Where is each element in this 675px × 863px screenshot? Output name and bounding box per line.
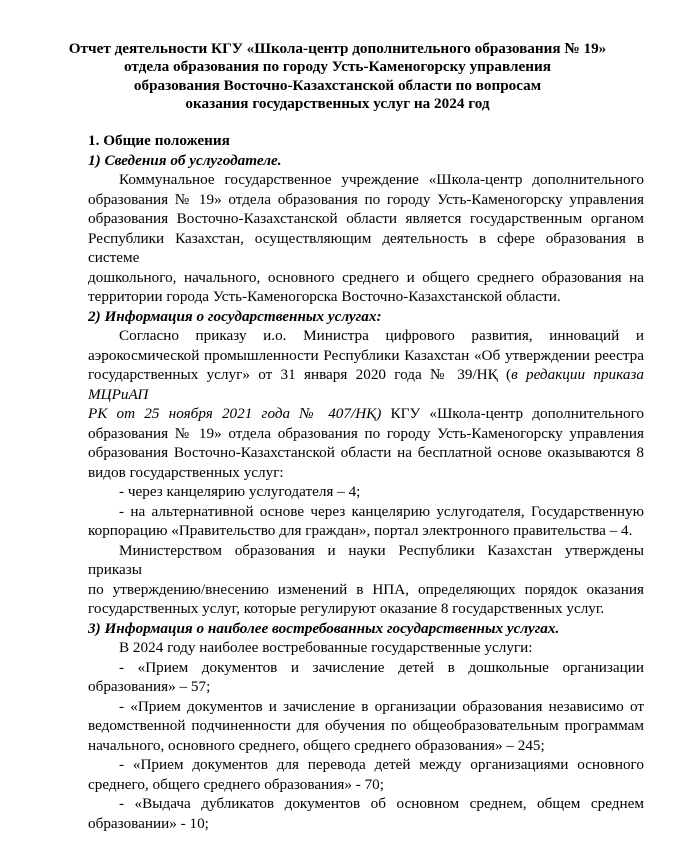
- paragraph-line: аэрокосмической промышленности Республики Казахстан «Об утверждении реестра: [88, 346, 644, 364]
- list-item: [88, 502, 644, 541]
- paragraph-line: по утверждению/внесению изменений в НПА, определяющих порядок оказания: [88, 580, 644, 598]
- paragraph-line: - «Прием документов для перевода детей между организациями основного: [119, 756, 644, 773]
- title-line: Отчет деятельности КГУ «Школа-центр дополнительного образования № 19»: [68, 40, 607, 57]
- list-item: [88, 658, 644, 697]
- list-item: [88, 697, 644, 756]
- paragraph-ministry: [88, 541, 644, 619]
- paragraph-line: среднего, общего среднего образования» - 70;: [88, 775, 384, 793]
- paragraph-line: образования» – 57;: [88, 678, 211, 695]
- paragraph-line: территории города Усть-Каменогорска Восточно-Казахстанской области.: [88, 288, 561, 305]
- paragraph-line: В 2024 году наиболее востребованные государственные услуги:: [119, 639, 533, 656]
- subsection-heading: 2) Информация о государственных услугах:: [88, 307, 382, 325]
- title-line: оказания государственных услуг на 2024 год: [185, 95, 490, 113]
- italic-run: РК от 25 ноября 2021 года № 407/НҚ): [88, 405, 382, 422]
- paragraph-services-info: [88, 326, 644, 482]
- paragraph-line: ведомственной подчиненности для обучения по общеобразовательным программам: [88, 717, 644, 734]
- paragraph-line: - «Прием документов и зачисление детей в дошкольные организации: [119, 658, 644, 676]
- document-body: [88, 131, 644, 833]
- list-item: - через канцелярию услугодателя – 4;: [119, 483, 361, 500]
- paragraph-line: - «Выдача дубликатов документов об основном среднем, общем среднем: [119, 795, 644, 812]
- paragraph-line: - на альтернативной основе через канцелярию услугодателя, Государственную: [119, 502, 644, 520]
- text-run: государственных услуг» от 31 января 2020 года № 39/НҚ (: [88, 366, 512, 383]
- paragraph-line: Министерством образования и науки Республики Казахстан утверждены приказы: [88, 541, 644, 578]
- paragraph-line: образования Восточно-Казахстанской области является государственным органом: [88, 210, 644, 227]
- paragraph-line: видов государственных услуг:: [88, 463, 284, 481]
- paragraph-line: начального, основного среднего, общего среднего образования» – 245;: [88, 736, 545, 754]
- paragraph-line: корпорацию «Правительство для граждан», портал электронного правительства – 4.: [88, 522, 633, 539]
- paragraph-line: Коммунальное государственное учреждение «Школа-центр дополнительного: [119, 171, 644, 188]
- document-title: [60, 40, 615, 114]
- list-item: [88, 794, 644, 833]
- paragraph-line: дошкольного, начального, основного среднего и общего среднего образования на: [88, 268, 644, 286]
- paragraph-line: государственных услуг, которые регулируют оказание 8 государственных услуг.: [88, 600, 605, 617]
- paragraph-provider-info: [88, 170, 644, 307]
- paragraph-line: образования № 19» отдела образования по городу Усть-Каменогорску управления: [88, 424, 644, 442]
- paragraph-line: [88, 365, 644, 404]
- title-line: отдела образования по городу Усть-Каменогорску управления: [124, 58, 551, 76]
- title-line: образования Восточно-Казахстанской области по вопросам: [133, 76, 542, 94]
- list-item: [88, 755, 644, 794]
- paragraph-line: Согласно приказу и.о. Министра цифрового развития, инноваций и: [119, 327, 644, 344]
- paragraph-line: Республики Казахстан, осуществляющим деятельность в сфере образования в системе: [88, 229, 644, 266]
- subsection-heading: 1) Сведения об услугодателе.: [88, 151, 282, 169]
- italic-run: в редакции приказа МЦРиАП: [88, 366, 644, 403]
- text-run: КГУ «Школа-центр дополнительного: [381, 405, 645, 422]
- paragraph-line: [88, 404, 644, 424]
- section-heading: 1. Общие положения: [88, 132, 230, 149]
- paragraph-line: образовании» - 10;: [88, 814, 209, 832]
- paragraph-line: образования № 19» отдела образования по городу Усть-Каменогорску управления: [88, 190, 644, 208]
- subsection-heading: 3) Информация о наиболее востребованных государственных услугах.: [88, 619, 560, 637]
- paragraph-line: образования Восточно-Казахстанской области на бесплатной основе оказываются 8: [88, 444, 644, 461]
- paragraph-line: - «Прием документов и зачисление в организации образования независимо от: [119, 697, 644, 715]
